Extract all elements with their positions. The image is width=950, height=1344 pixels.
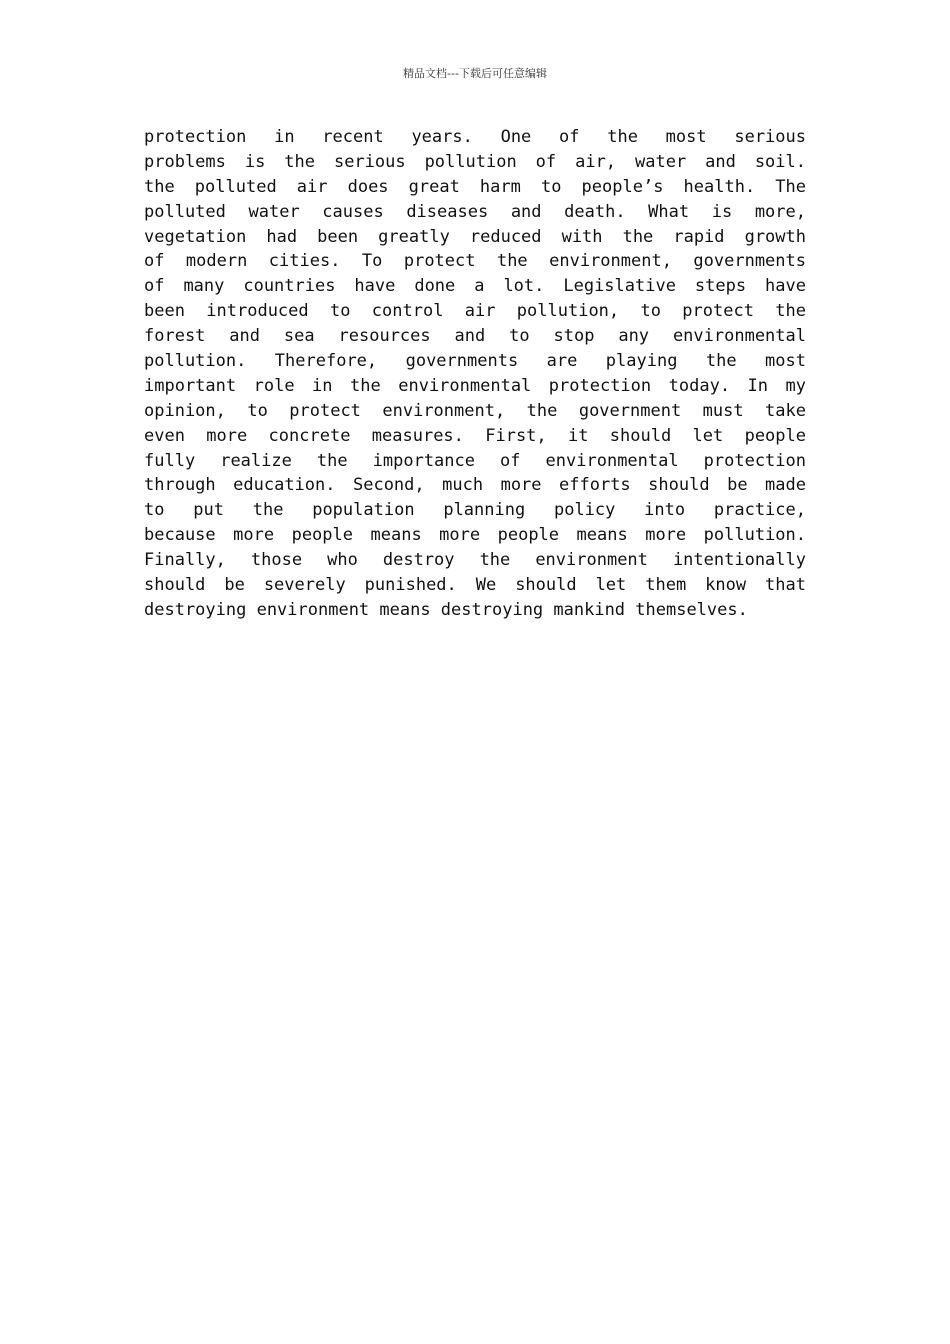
paragraph-line: opinion, to protect environment, the government must take xyxy=(144,400,806,421)
paragraph-line: even more concrete measures. First, it should let people xyxy=(144,425,806,446)
paragraph-line: of many countries have done a lot. Legislative steps have xyxy=(144,276,806,297)
paragraph-line: Finally, those who destroy the environment intentionally xyxy=(144,550,806,571)
paragraph-line: to put the population planning policy into practice, xyxy=(144,500,806,521)
paragraph-line: destroying environment means destroying mankind themselves. xyxy=(144,599,748,620)
paragraph-line: forest and sea resources and to stop any environmental xyxy=(144,326,806,347)
paragraph-line: the polluted air does great harm to people’s health. The xyxy=(144,176,806,197)
paragraph-line: been introduced to control air pollution, to protect the xyxy=(144,301,806,322)
paragraph-line: should be severely punished. We should let them know that xyxy=(144,575,806,596)
paragraph-line: because more people means more people means more pollution. xyxy=(144,525,806,546)
paragraph-line: polluted water causes diseases and death. What is more, xyxy=(144,201,806,222)
paragraph-line: vegetation had been greatly reduced with the rapid growth xyxy=(144,226,806,247)
essay-paragraph xyxy=(144,125,806,623)
paragraph-line: of modern cities. To protect the environment, governments xyxy=(144,251,806,272)
paragraph-line: problems is the serious pollution of air, water and soil. xyxy=(144,151,806,172)
paragraph-line: important role in the environmental protection today. In my xyxy=(144,375,806,396)
page-header: 精品文档---下载后可任意编辑 xyxy=(403,67,547,80)
paragraph-line: through education. Second, much more efforts should be made xyxy=(144,475,806,496)
paragraph-line: protection in recent years. One of the most serious xyxy=(144,127,806,147)
paragraph-line: fully realize the importance of environmental protection xyxy=(144,450,806,471)
paragraph-line: pollution. Therefore, governments are playing the most xyxy=(144,351,806,372)
